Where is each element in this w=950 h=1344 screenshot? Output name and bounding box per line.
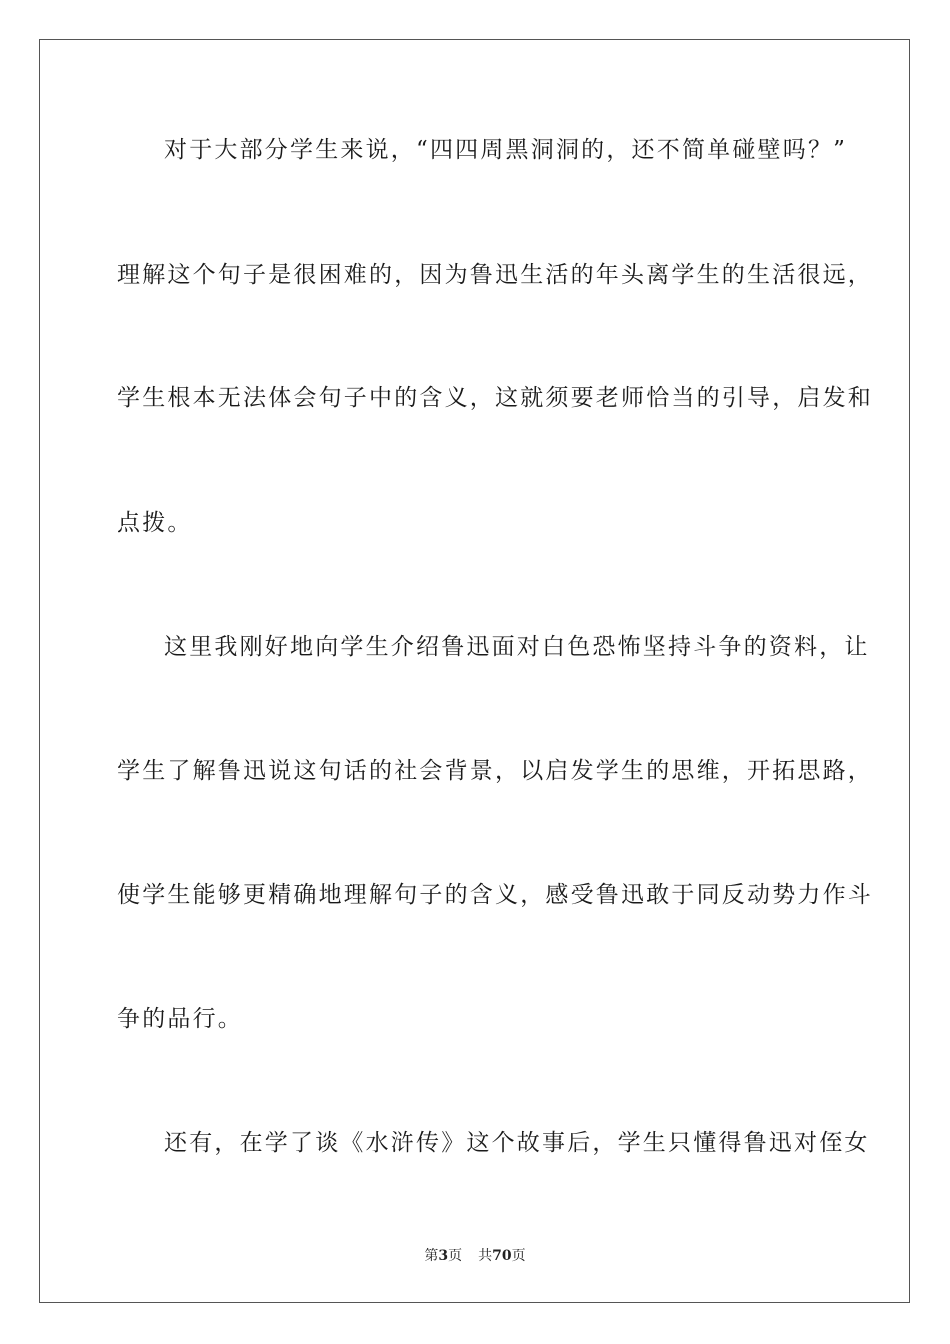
paragraph-2-line-3: 使学生能够更精确地理解句子的含义，感受鲁迅敢于同反动势力作斗 bbox=[117, 882, 873, 908]
paragraph-3-line-1: 还有，在学了谈《水浒传》这个故事后，学生只懂得鲁迅对侄女 bbox=[164, 1130, 870, 1156]
paragraph-1-line-3: 学生根本无法体会句子中的含义，这就须要老师恰当的引导，启发和 bbox=[117, 385, 873, 411]
paragraph-2-line-2: 学生了解鲁迅说这句话的社会背景，以启发学生的思维，开拓思路， bbox=[117, 758, 873, 784]
current-page-number: 3 bbox=[438, 1248, 449, 1264]
total-prefix: 共 bbox=[478, 1248, 493, 1264]
page-prefix: 第 bbox=[424, 1248, 439, 1264]
page-footer bbox=[0, 1246, 950, 1266]
total-pages-number: 70 bbox=[492, 1248, 512, 1264]
total-suffix: 页 bbox=[511, 1248, 526, 1264]
paragraph-1-line-1: 对于大部分学生来说，“四四周黑洞洞的，还不简单碰壁吗？” bbox=[164, 137, 848, 163]
paragraph-2-line-1: 这里我刚好地向学生介绍鲁迅面对白色恐怖坚持斗争的资料，让 bbox=[164, 634, 870, 660]
paragraph-1-line-4: 点拨。 bbox=[117, 510, 193, 536]
paragraph-2-line-4: 争的品行。 bbox=[117, 1006, 243, 1032]
page-suffix: 页 bbox=[448, 1248, 463, 1264]
paragraph-1-line-2: 理解这个句子是很困难的，因为鲁迅生活的年头离学生的生活很远， bbox=[117, 262, 873, 288]
page-border bbox=[39, 39, 910, 1303]
